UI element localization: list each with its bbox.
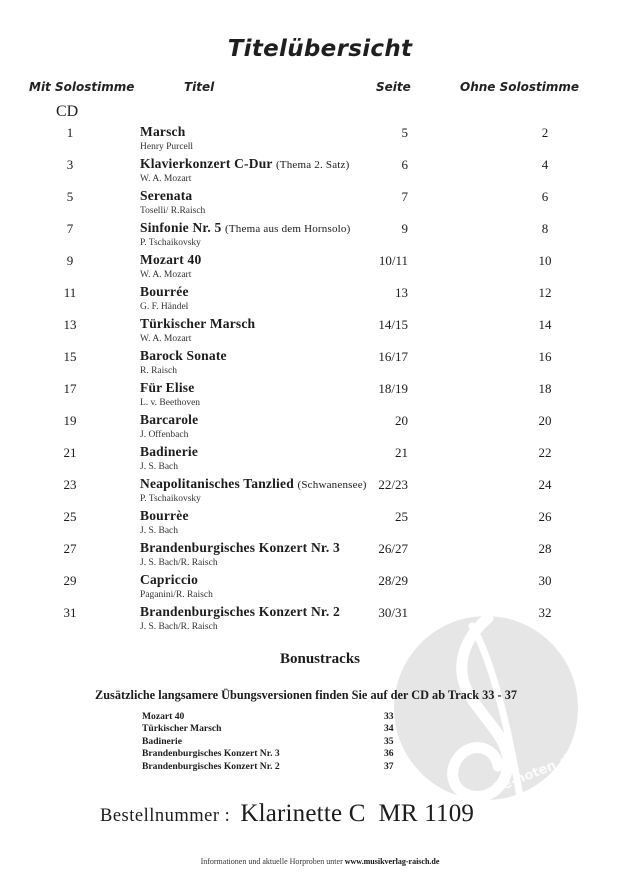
- track-ohne-solostimme: 24: [538, 477, 552, 492]
- track-composer: Toselli/ R.Raisch: [140, 206, 206, 216]
- bonus-item: [142, 711, 402, 723]
- bonus-item: [142, 761, 402, 773]
- track-page: 9: [401, 221, 408, 236]
- track-row: [0, 508, 640, 540]
- page-title: Titelübersicht: [227, 36, 413, 62]
- track-title: [140, 444, 198, 460]
- cd-track-number: 23: [63, 477, 77, 492]
- track-composer: R. Raisch: [140, 366, 177, 376]
- track-title: [140, 540, 340, 556]
- track-ohne-solostimme: 16: [538, 349, 552, 364]
- bonus-item-title: Brandenburgisches Konzert Nr. 2: [142, 760, 280, 772]
- bonus-item-title: Badinerie: [142, 735, 182, 747]
- track-title-main: Neapolitanisches Tanzlied: [140, 476, 298, 491]
- cd-track-number: 17: [63, 381, 77, 396]
- track-row: [0, 380, 640, 412]
- track-title: [140, 348, 227, 364]
- bonus-item-track: 35: [384, 735, 394, 747]
- cd-track-number: 11: [63, 285, 77, 300]
- track-title: [140, 284, 189, 300]
- track-page: 10/11: [378, 253, 408, 268]
- cd-track-number: 9: [66, 253, 74, 268]
- cd-track-number: 29: [63, 573, 77, 588]
- track-composer: P. Tschaikovsky: [140, 494, 201, 504]
- track-title-main: Mozart 40: [140, 252, 202, 267]
- track-title-main: Brandenburgisches Konzert Nr. 2: [140, 604, 340, 619]
- track-title: [140, 476, 367, 492]
- track-subtitle: (Schwanensee): [297, 479, 367, 491]
- track-composer: G. F. Händel: [140, 302, 189, 312]
- track-page: 5: [401, 125, 408, 140]
- cd-track-number: 31: [63, 605, 77, 620]
- track-title: [140, 572, 198, 588]
- track-composer: Paganini/R. Raisch: [140, 590, 213, 600]
- track-composer: W. A. Mozart: [140, 174, 192, 184]
- track-row: [0, 284, 640, 316]
- track-row: [0, 412, 640, 444]
- track-ohne-solostimme: 26: [538, 509, 552, 524]
- track-title: [140, 252, 201, 268]
- order-number-value: Klarinette C MR 1109: [240, 800, 475, 827]
- track-title-main: Marsch: [140, 124, 186, 139]
- track-row: [0, 476, 640, 508]
- track-ohne-solostimme: 10: [538, 253, 552, 268]
- footer-url-link[interactable]: www.musikverlag-raisch.de: [344, 857, 440, 866]
- track-composer: W. A. Mozart: [140, 334, 192, 344]
- track-title: [140, 220, 350, 236]
- track-title-main: Bourrèe: [140, 508, 189, 523]
- bonus-item-track: 34: [384, 723, 394, 735]
- track-ohne-solostimme: 8: [541, 221, 549, 236]
- track-page: 20: [395, 413, 408, 428]
- bonus-list: [142, 711, 402, 773]
- bonus-item-track: 36: [384, 748, 394, 760]
- track-ohne-solostimme: 2: [541, 125, 549, 140]
- footer-text: Informationen und aktuelle Horproben unter: [200, 857, 345, 866]
- cd-track-number: 15: [63, 349, 77, 364]
- track-composer: J. S. Bach/R. Raisch: [140, 558, 218, 568]
- column-header-mit-solostimme: Mit Solostimme: [29, 80, 135, 94]
- track-ohne-solostimme: 4: [541, 157, 549, 172]
- track-ohne-solostimme: 28: [538, 541, 552, 556]
- cd-track-number: 3: [66, 157, 74, 172]
- cd-label: CD: [56, 103, 79, 120]
- column-header-seite: Seite: [376, 80, 411, 94]
- track-page: 14/15: [378, 317, 408, 332]
- track-title-main: Serenata: [140, 188, 193, 203]
- track-page: 7: [401, 189, 408, 204]
- track-title: [140, 156, 350, 172]
- track-row: [0, 220, 640, 252]
- track-row: [0, 124, 640, 156]
- track-page: 21: [395, 445, 408, 460]
- track-title-main: Badinerie: [140, 444, 199, 459]
- track-title: [140, 316, 255, 332]
- track-page: 6: [401, 157, 408, 172]
- bonus-item-title: Türkischer Marsch: [142, 723, 222, 735]
- bonus-note: Zusätzliche langsamere Übungsversionen finden Sie auf der CD ab Track 33 - 37: [95, 688, 517, 702]
- track-page: 22/23: [378, 477, 408, 492]
- track-composer: J. S. Bach: [140, 526, 178, 536]
- track-composer: Henry Purcell: [140, 142, 194, 152]
- track-row: [0, 604, 640, 636]
- bonus-item: [142, 748, 402, 760]
- track-row: [0, 348, 640, 380]
- track-ohne-solostimme: 22: [538, 445, 552, 460]
- track-ohne-solostimme: 32: [538, 605, 552, 620]
- track-composer: P. Tschaikovsky: [140, 238, 201, 248]
- track-title-main: Sinfonie Nr. 5: [140, 220, 226, 235]
- track-row: [0, 540, 640, 572]
- track-page: 26/27: [378, 541, 408, 556]
- bonus-item-title: Brandenburgisches Konzert Nr. 3: [142, 748, 280, 760]
- cd-track-number: 19: [63, 413, 77, 428]
- track-subtitle: (Thema 2. Satz): [275, 159, 350, 171]
- track-page: 13: [395, 285, 408, 300]
- cd-track-number: 25: [63, 509, 77, 524]
- track-row: [0, 252, 640, 284]
- track-row: [0, 188, 640, 220]
- track-ohne-solostimme: 6: [541, 189, 549, 204]
- bonus-item: [142, 723, 402, 735]
- bonus-item-track: 37: [384, 760, 394, 772]
- track-composer: W. A. Mozart: [140, 270, 192, 280]
- track-page: 28/29: [378, 573, 408, 588]
- order-number: [100, 800, 474, 828]
- track-row: [0, 444, 640, 476]
- column-header-titel: Titel: [184, 80, 215, 94]
- cd-track-number: 7: [66, 221, 74, 236]
- track-title-main: Capriccio: [140, 572, 199, 587]
- cd-track-number: 13: [63, 317, 77, 332]
- footer: [0, 857, 640, 866]
- track-title: [140, 412, 198, 428]
- track-title-main: Für Elise: [140, 380, 195, 395]
- cd-track-number: 1: [66, 125, 74, 140]
- track-page: 18/19: [378, 381, 408, 396]
- track-composer: J. Offenbach: [140, 430, 189, 440]
- track-subtitle: (Thema aus dem Hornsolo): [225, 223, 351, 235]
- track-title-main: Türkischer Marsch: [140, 316, 256, 331]
- track-title-main: Brandenburgisches Konzert Nr. 3: [140, 540, 340, 555]
- track-page: 25: [395, 509, 408, 524]
- cd-track-number: 5: [66, 189, 74, 204]
- track-ohne-solostimme: 14: [538, 317, 552, 332]
- watermark-text: alle-noten.de: [483, 749, 580, 800]
- track-title-main: Klavierkonzert C-Dur: [140, 156, 276, 171]
- track-title: [140, 604, 340, 620]
- track-page: 30/31: [378, 605, 408, 620]
- track-row: [0, 316, 640, 348]
- track-ohne-solostimme: 20: [538, 413, 552, 428]
- track-ohne-solostimme: 18: [538, 381, 552, 396]
- track-title: [140, 188, 192, 204]
- track-title: [140, 380, 194, 396]
- track-title: [140, 124, 185, 140]
- bonus-section-title: Bonustracks: [279, 651, 361, 667]
- column-header-ohne-solostimme: Ohne Solostimme: [460, 80, 579, 94]
- track-title-main: Barock Sonate: [140, 348, 227, 363]
- cd-track-number: 21: [63, 445, 77, 460]
- order-number-label: Bestellnummer :: [100, 806, 231, 826]
- bonus-item: [142, 736, 402, 748]
- track-row: [0, 156, 640, 188]
- track-composer: J. S. Bach/R. Raisch: [140, 622, 218, 632]
- track-title-main: Barcarole: [140, 412, 199, 427]
- track-ohne-solostimme: 12: [538, 285, 552, 300]
- cd-track-number: 27: [63, 541, 77, 556]
- track-composer: J. S. Bach: [140, 462, 178, 472]
- bonus-item-title: Mozart 40: [142, 711, 185, 722]
- bonus-item-track: 33: [384, 711, 394, 722]
- track-title: [140, 508, 189, 524]
- track-row: [0, 572, 640, 604]
- track-composer: L. v. Beethoven: [140, 398, 201, 408]
- track-page: 16/17: [378, 349, 408, 364]
- track-title-main: Bourrée: [140, 284, 189, 299]
- track-ohne-solostimme: 30: [538, 573, 552, 588]
